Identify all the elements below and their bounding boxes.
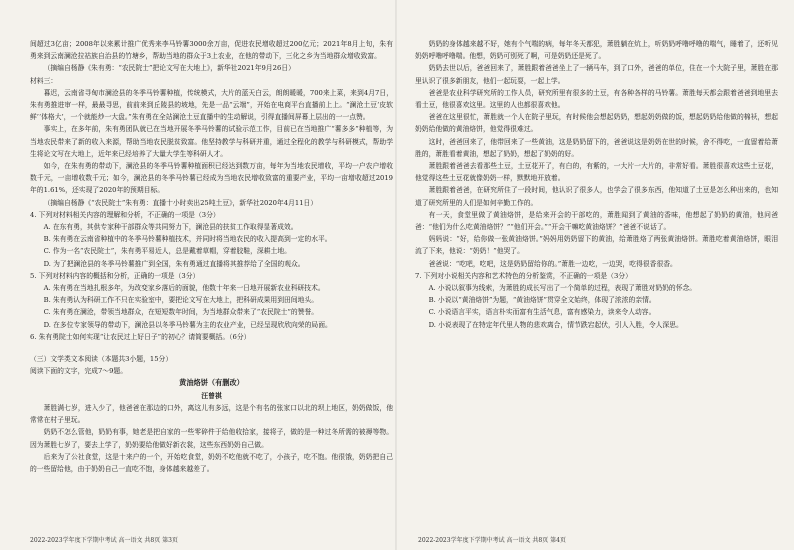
left-column: [30, 38, 393, 536]
option: B. 朱有勇在云南省种植中的冬季马铃薯种植技术，并同时将当地农民的收入提高到一定的水平。: [43, 235, 332, 244]
passage-text: 间超过3亿亩；2008年以来累计推广优秀来李马铃薯3000余万亩，促进农民增收超过200亿元；2021年8月上旬，朱有勇来到云南澜沧拉祜族自治县的竹塘乡，帮助当地的群众于3上农业，在他的带动下，三化之乡为当地群众增收致富。: [30, 40, 393, 61]
page-footer-right: 2022-2023学年度下学期中考试 高一语文 共8页 第4页: [418, 537, 566, 544]
story-text: 萧胜满七岁，进入少了，他爸爸在那边的口外，离这儿有多远，这是个有名的张家口以北的坝上地区，奶奶做饭，他常常在村子里玩。: [30, 403, 393, 425]
option: C. 作为一名“农民院士”，朱有勇平易近人，总是戴着草帽，穿着胶鞋，深耕土地。: [43, 247, 291, 256]
passage-text: 事实上，在多年前，朱有勇团队就已在当地开展冬季马铃薯的试验示范工作，目前已在当地推广“薯多多”种植等，为当地农民带来了新的收入来源，帮助当地农民脱贫致富。他坚持教学与科研并重，通过全程化的教学与科研模式，帮助学生将论文写在大地上，近年来已经培养了大量大学生等科研人才。: [30, 125, 393, 158]
right-column: [415, 38, 778, 536]
story-title: 黄油烙饼（有删改）: [179, 378, 244, 388]
section-heading: （三）文学类文本阅读（本题共3小题，15分）: [30, 355, 173, 364]
option: C. 朱有勇在澜沧，带领当地群众，在短短数年时间，为当地群众带来了“农民院士”的赞誉。: [43, 308, 319, 317]
source-citation: （摘编自杨静《“农民院士”朱有勇：直播十小时卖出25吨土豆》，新华社2020年4月11日）: [43, 198, 318, 207]
story-text: 奶奶去世以后，爸爸回来了，萧胜跟着爸爸坐上了一辆马车，到了口外，爸爸的单位，住在一个大院子里，萧胜在那里认识了很多新朋友，他们一起玩耍，一起上学。: [415, 64, 778, 85]
option: A. 在东有勇，其供专家种干部群众等共同努力下，澜沧县的扶贫工作取得显著成效。: [43, 223, 298, 232]
story-text: 奶奶不怎么管他，奶奶有事，她老是把自家的一些零碎件于给他收拾家，接将子，做的是一种过冬所需的被褥等物。因为萧胜七岁了，要去上学了，奶奶要给他做好新衣裳，这些东西奶奶自己做。: [30, 428, 393, 449]
option: D. 小说表现了在特定年代里人物的悲欢离合，情节跌宕起伏，引人入胜，令人深思。: [428, 320, 683, 329]
passage-text: 暮迟，云南省寻甸市澜沧县的冬季马铃薯种植，传统模式，大片的蓝天白云，朗朗暖暖，700来上菜，来到4月7日，朱有勇推进审一样，最最寻思，前前来到丘陵县的坡地，先是一品“云端”，开始在电商平台直播前上上。“澜沧土豆‘皮软鲜’‘体格大’，一个就能炒一大盘。”朱有勇在全站澜沧土豆直播中的生动解说，引得直播间屏幕上层出的一一点赞。: [30, 88, 393, 122]
story-text: 有一天，食堂里做了黄油烙饼，是给来开会的干部吃的，萧胜闻到了黄油的香味，他想起了奶奶的黄油，他问爸爸：“他们为什么吃黄油烙饼？”“他们开会。”“开会干嘛吃黄油烙饼？”爸爸不说话了。: [415, 210, 778, 232]
story-text: 后来为了公社食堂，这是十来户的一个，开始吃食堂，奶奶不吃他就不吃了，小孩子，吃不饱。他很饿，奶奶把自己的一些留给他，由于奶奶自己一直吃不饱，身体越来越差了。: [30, 452, 393, 473]
story-text: 妈妈说：“好，给你做一张黄油烙饼。”妈妈用奶奶留下的黄油，给萧胜烙了两张黄油烙饼。萧胜吃着黄油烙饼，眼泪流了下来，他说：“奶奶！”他哭了。: [415, 235, 778, 256]
question-5: 5. 下列对材料内容的概括和分析，正确的一项是（3分）: [30, 271, 200, 280]
question-7: 7. 下列对小说相关内容和艺术特色的分析鉴赏，不正确的一项是（3分）: [415, 271, 632, 280]
question-6: 6. 朱有勇院士如何实现“让农民过上好日子”的初心？请简要概括。（6分）: [30, 332, 251, 341]
story-text: 爸爸是农业科学研究所的工作人员，研究所里有很多的土豆，有各种各样的马铃薯。萧胜每天都会跟着爸爸到地里去看土豆，他很喜欢这里。这里的人也都很喜欢他。: [415, 88, 778, 110]
option: D. 在多位专家领导的带动下，澜沧县以冬季马铃薯为主的农业产业，已经呈现欣欣向荣的局面。: [43, 320, 332, 329]
material-heading: 材料三：: [30, 76, 58, 85]
page-footer-left: 2022-2023学年度下学期中考试 高一语文 共8页 第3页: [30, 537, 178, 544]
story-text: 萧胜跟着爸爸，在研究所住了一段时间，他认识了很多人，也学会了很多东西，他知道了土豆是怎么种出来的，也知道了研究所里的人们是如何辛勤工作的。: [415, 186, 778, 207]
passage-text: 如今，在朱有勇的带动下，澜沧县的冬季马铃薯种植面积已经达到数万亩，每年为当地农民增收，平均一户农户增收数千元，一亩增收数千元；如今，澜沧县的冬季马铃薯已经成为当地农民增收致富的重要产业，平均一亩增收超过2019年的1.61%，还实现了2020年的预期目标。: [30, 162, 393, 195]
story-text: 爸爸说：“吃吧，吃吧，这是奶奶留给你的。”萧胜一边吃，一边哭，吃得很香很香。: [428, 259, 677, 268]
story-text: 这时，爸爸回来了，他带回来了一些黄油，这是奶奶留下的，爸爸说这是奶奶在世的时候，舍不得吃，一直留着给萧胜的，萧胜看着黄油，想起了奶奶，想起了奶奶的好。: [415, 137, 778, 158]
story-text: 萧胜跟着爸爸去看那些土豆，土豆花开了，有白的，有紫的，一大片一大片的，非常好看。萧胜很喜欢这些土豆花，他觉得这些土豆花就像奶奶一样，默默地开放着。: [415, 162, 778, 183]
option: C. 小说语言平实，语言朴实而富有生活气息，富有感染力，读来令人动容。: [428, 308, 656, 317]
page-fold-divider: [395, 0, 397, 550]
option: A. 朱有勇在当地扎根多年，为改变家乡落后的面貌，他数十年来一日地开展新农业科研技术。: [43, 284, 325, 293]
option: B. 朱有勇认为科研工作不只在实验室中，要把论文写在大地上，把科研成果用到田间地头。: [43, 296, 318, 305]
section-instruction: 阅读下面的文字，完成7～9题。: [30, 367, 128, 376]
option: B. 小说以“黄油烙饼”为题，“黄油烙饼”贯穿全文始终，体现了浓浓的亲情。: [428, 296, 656, 305]
option: D. 为了把澜沧县的冬季马铃薯推广到全国，朱有勇通过直播将其推荐给了全国的观众。: [43, 259, 305, 268]
option: A. 小说以叙事为线索，为萧胜的成长写出了一个简单的过程，表现了萧胜对奶奶的怀念。: [428, 284, 697, 293]
question-4: 4. 下列对材料相关内容的理解和分析，不正确的一项是（3分）: [30, 210, 220, 219]
story-text: 爸爸在这里很忙，萧胜就一个人在院子里玩，有时候他会想起奶奶，想起奶奶做的饭，想起奶奶给他做的棉袄，想起奶奶给他做的黄油烙饼，他觉得很难过。: [415, 113, 778, 134]
story-text: 奶奶的身体越来越不好，她有个气喘的病，每年冬天都犯，萧胜躺在炕上，听奶奶呼噜呼噜的喘气，睡着了，还听见奶奶呼噜呼噜喘。他想，奶奶可别死了啊，可是奶奶还是死了。: [415, 40, 778, 61]
story-author: 汪曾祺: [201, 391, 222, 400]
source-citation: （摘编自杨静《朱有勇：“农民院士”把论文写在大地上》，新华社2021年9月26日）: [43, 64, 295, 73]
